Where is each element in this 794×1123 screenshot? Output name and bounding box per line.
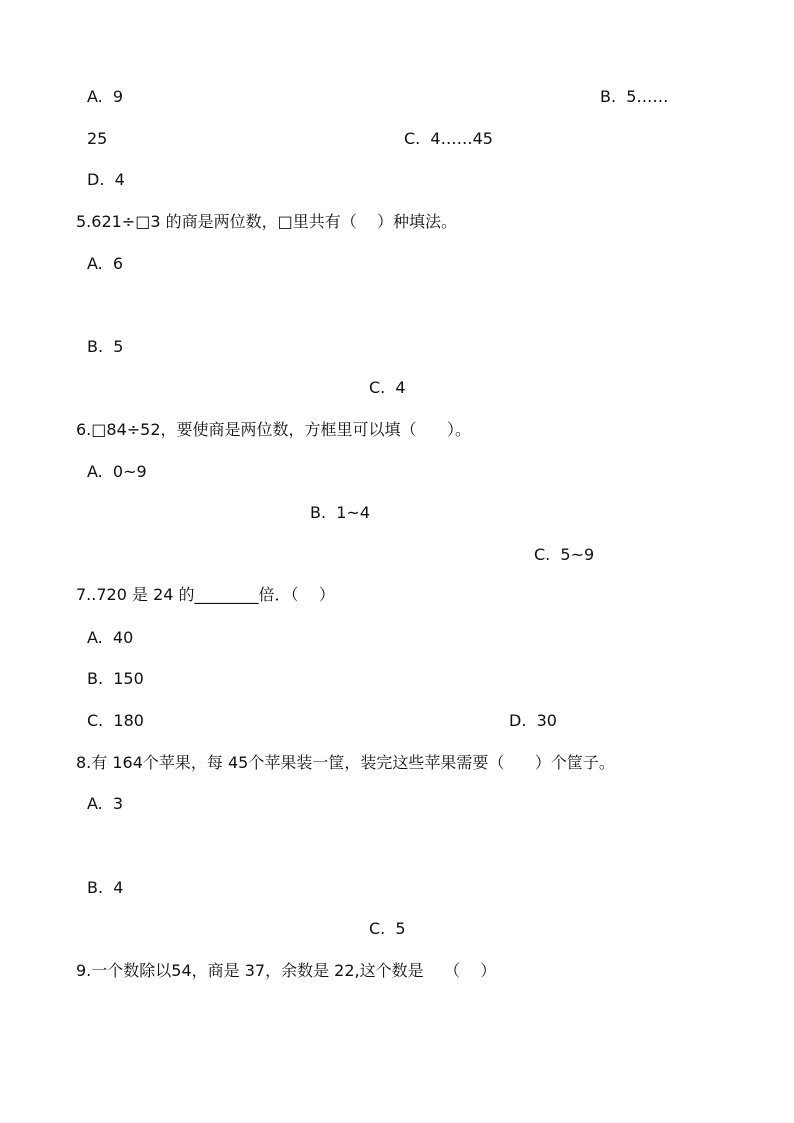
q7-question: 7..720 是 24 的________倍．（ ） [76,585,335,604]
q5-option-a: A. 6 [87,254,124,273]
q4-option-d: D. 4 [87,170,125,189]
q7-option-c: C. 180 [87,711,144,730]
q5-option-c: C. 4 [369,378,406,397]
q8-option-a: A. 3 [87,794,124,813]
q8-option-c: C. 5 [369,919,406,938]
q6-option-b: B. 1~4 [310,503,370,522]
q4-option-b-continued: 25 [87,129,108,148]
q6-question: 6.□84÷52，要使商是两位数，方框里可以填（ ）。 [76,420,472,439]
q8-option-b: B. 4 [87,878,124,897]
q5-question: 5.621÷□3 的商是两位数，□里共有（ ）种填法。 [76,212,458,231]
q6-option-c: C. 5~9 [534,545,595,564]
q4-option-a: A. 9 [87,87,124,106]
q7-option-a: A. 40 [87,628,134,647]
q7-option-b: B. 150 [87,669,144,688]
q9-question: 9.一个数除以54，商是 37，余数是 22,这个数是 （ ） [76,961,497,980]
q5-option-b: B. 5 [87,337,124,356]
q6-option-a: A. 0~9 [87,462,147,481]
q4-option-b: B. 5…… [600,87,669,106]
q4-option-c: C. 4……45 [404,129,493,148]
q8-question: 8.有 164个苹果，每 45个苹果装一筐，装完这些苹果需要（ ）个筐子。 [76,753,615,772]
q7-option-d: D. 30 [509,711,557,730]
